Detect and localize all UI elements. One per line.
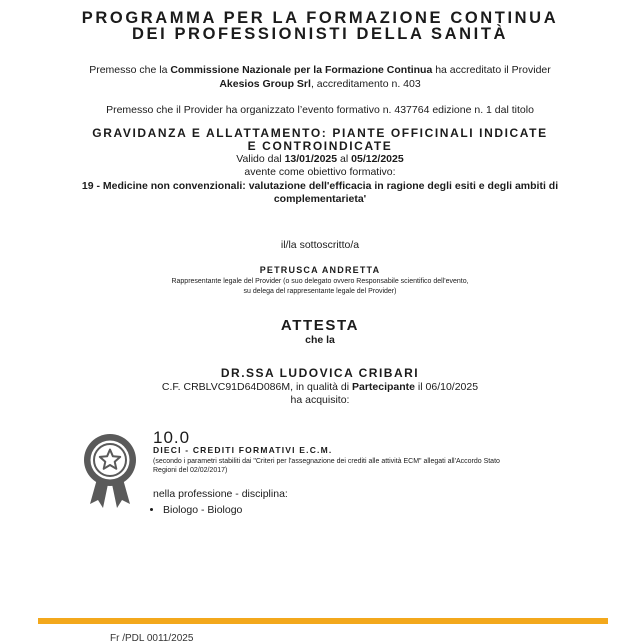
fiscal-code: C.F. CRBLVC91D64D086M, in qualità di xyxy=(161,381,352,393)
footer-cut-text: Fr /PDL 0011/2025 xyxy=(110,633,194,644)
objective-line2: complementarieta' xyxy=(273,193,367,205)
premise-provider-line2 xyxy=(0,78,640,91)
valid-from: 13/01/2025 xyxy=(284,153,338,165)
acquired-label: ha acquisito: xyxy=(290,394,350,406)
date-prefix: il xyxy=(415,381,426,393)
attesta-heading: ATTESTA xyxy=(280,317,360,334)
profession-list xyxy=(146,504,242,517)
accreditation-number: , accreditamento n. 403 xyxy=(310,78,421,90)
credits-value: 10.0 xyxy=(153,428,191,447)
doc-title-line1: PROGRAMMA PER LA FORMAZIONE CONTINUA xyxy=(81,9,559,27)
credits-note-line1: (secondo i parametri stabiliti dai "Criteri per l'assegnazione dei crediti alle attività ECM" allegati all'Accordo Stato xyxy=(153,458,500,465)
signatory-intro: il/la sottoscritto/a xyxy=(280,239,360,251)
profession-item: • Biologo - Biologo xyxy=(163,504,242,517)
valid-mid: al xyxy=(337,153,352,165)
award-ribbon-icon xyxy=(80,432,140,516)
valid-to: 05/12/2025 xyxy=(351,153,404,165)
participant-name: DR.SSA LUDOVICA CRIBARI xyxy=(220,366,420,380)
objective-intro: avente come obiettivo formativo: xyxy=(244,166,396,178)
signatory-name: PETRUSCA ANDRETTA xyxy=(259,265,381,275)
signatory-role-line1: Rappresentante legale del Provider (o suo delegato ovvero Responsabile scientifico dell'evento, xyxy=(171,278,469,285)
signatory-role-line2: su delega del rappresentante legale del Provider) xyxy=(243,288,397,295)
doc-title-line2: DEI PROFESSIONISTI DELLA SANITÀ xyxy=(131,25,509,43)
participant-role: Partecipante xyxy=(351,381,416,393)
valid-prefix: Valido dal xyxy=(236,153,285,165)
course-title-line1: GRAVIDANZA E ALLATTAMENTO: PIANTE OFFICINALI INDICATE xyxy=(92,126,548,140)
premise-prefix: Premesso che la xyxy=(89,64,171,76)
objective-line1: 19 - Medicine non convenzionali: valutazione dell'efficacia in ragione degli esiti e degli ambiti di xyxy=(81,180,559,192)
participant-details xyxy=(0,381,640,394)
premise-provider-line1 xyxy=(0,64,640,77)
profession-intro: nella professione - disciplina: xyxy=(153,488,288,500)
footer-accent-bar xyxy=(38,618,608,624)
participation-date: 06/10/2025 xyxy=(425,381,479,393)
course-title-line2: E CONTROINDICATE xyxy=(247,139,393,153)
commission-name: Commissione Nazionale per la Formazione Continua xyxy=(170,64,433,76)
provider-name: Akesios Group Srl xyxy=(219,78,311,90)
attesta-sub: che la xyxy=(305,334,335,346)
premise-middle: ha accreditato il Provider xyxy=(432,64,551,76)
validity-period xyxy=(0,153,640,166)
credits-note-line2: Regioni del 02/02/2017) xyxy=(153,467,228,474)
premise-event: Premesso che il Provider ha organizzato l’evento formativo n. 437764 edizione n. 1 dal titolo xyxy=(106,104,534,116)
credits-label: DIECI - CREDITI FORMATIVI E.C.M. xyxy=(153,445,333,455)
